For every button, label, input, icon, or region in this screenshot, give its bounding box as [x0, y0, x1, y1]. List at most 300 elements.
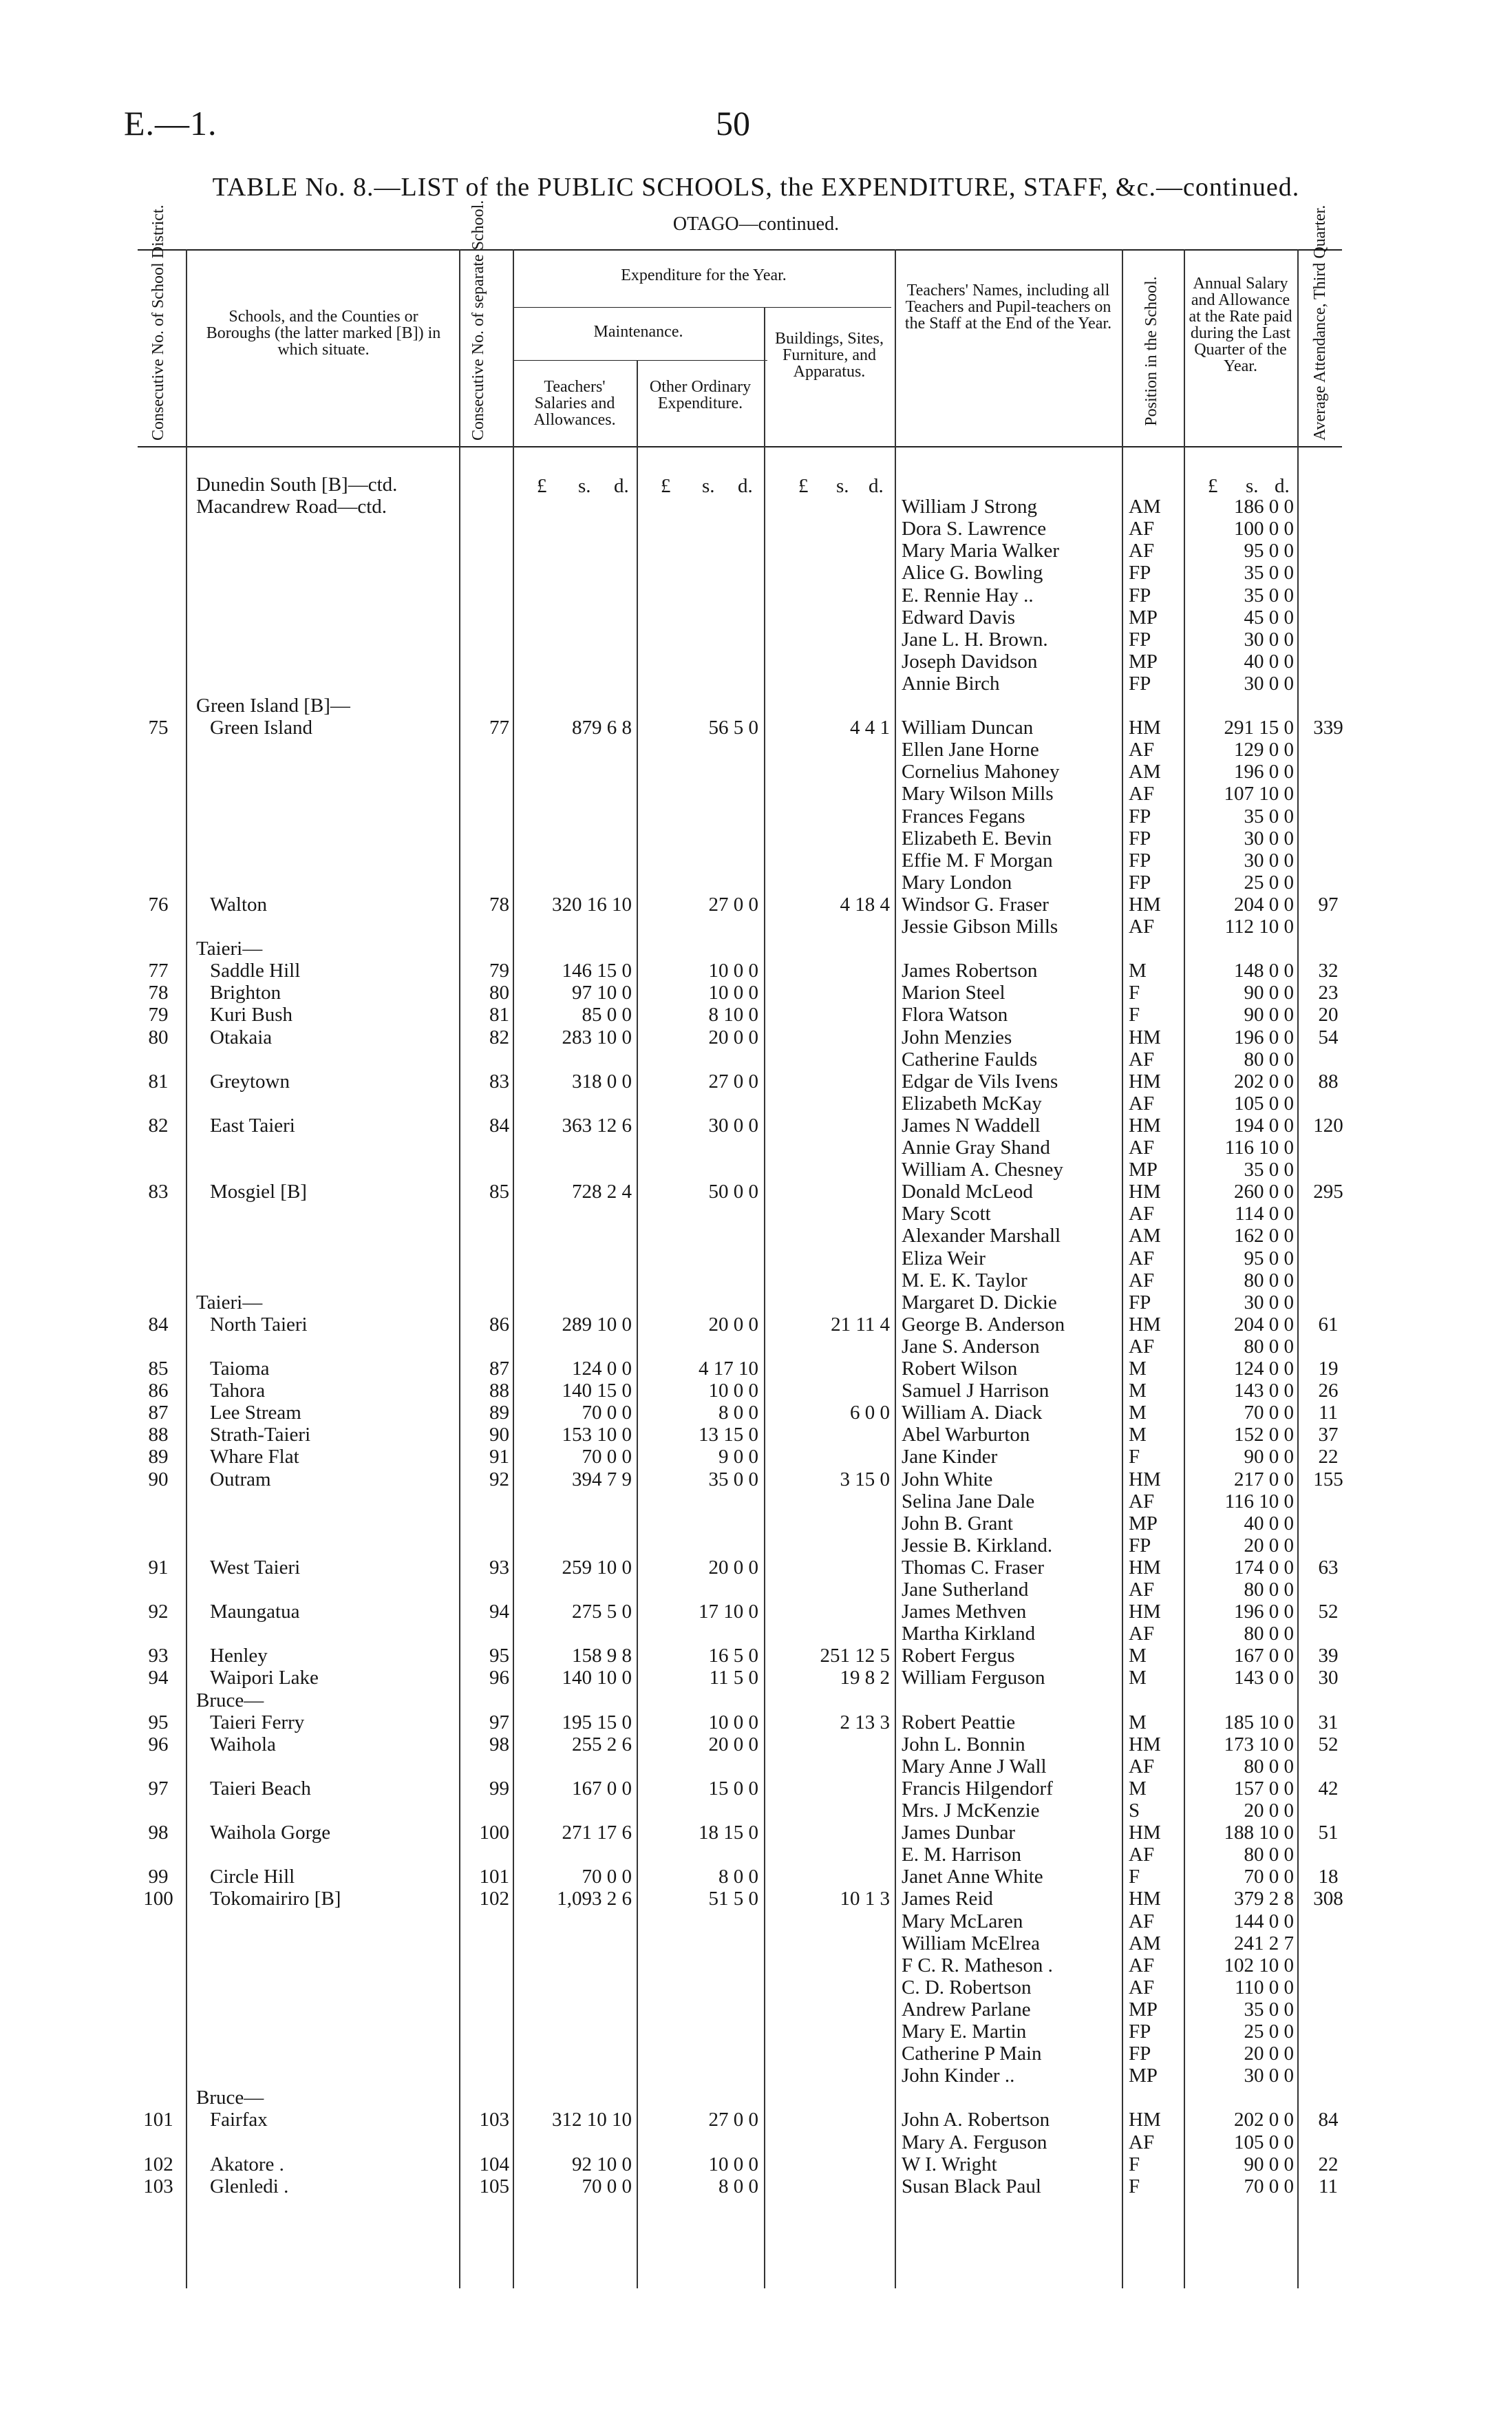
cell-position: AF — [1129, 1092, 1155, 1115]
cell-other-expenditure: 13 15 0 — [699, 1424, 758, 1446]
cell-salary: 143 0 0 — [1234, 1380, 1294, 1402]
col-rule-2 — [459, 249, 460, 2288]
cell-other-expenditure: 27 0 0 — [708, 893, 758, 916]
cell-other-expenditure: 10 0 0 — [708, 1380, 758, 1402]
cell-position: M — [1129, 1711, 1147, 1733]
cell-salary: 80 0 0 — [1244, 1269, 1294, 1291]
cell-salary: 35 0 0 — [1244, 584, 1294, 607]
table-subtitle: OTAGO—continued. — [672, 213, 840, 235]
cell-position: FP — [1129, 672, 1151, 695]
cell-salary: 124 0 0 — [1234, 1358, 1294, 1380]
cell-attendance: 19 — [1318, 1358, 1339, 1380]
cell-attendance: 52 — [1318, 1733, 1339, 1755]
cell-teachers-salaries: 195 15 0 — [562, 1711, 632, 1733]
cell-other-expenditure: 30 0 0 — [708, 1114, 758, 1137]
cell-attendance: 39 — [1318, 1645, 1339, 1667]
unit-sal-pound: £ — [1208, 475, 1218, 497]
cell-teachers-salaries: 289 10 0 — [562, 1313, 632, 1336]
cell-district-no: 95 — [148, 1711, 169, 1733]
unit-oe-shillings: s. — [702, 475, 715, 497]
cell-buildings: 6 0 0 — [850, 1402, 890, 1424]
cell-other-expenditure: 8 0 0 — [718, 1402, 758, 1424]
cell-teacher-name: James Robertson — [902, 960, 1038, 982]
cell-position: AM — [1129, 1932, 1161, 1954]
cell-attendance: 84 — [1318, 2109, 1339, 2131]
cell-attendance: 63 — [1318, 1556, 1339, 1579]
cell-teachers-salaries: 92 10 0 — [572, 2153, 632, 2175]
cell-teacher-name: Frances Fegans — [902, 805, 1025, 827]
cell-teacher-name: Donald McLeod — [902, 1181, 1033, 1203]
cell-teacher-name: Robert Wilson — [902, 1358, 1018, 1380]
cell-teachers-salaries: 271 17 6 — [562, 1822, 632, 1844]
cell-position: HM — [1129, 1468, 1161, 1490]
cell-teachers-salaries: 158 9 8 — [572, 1645, 632, 1667]
maintenance-rule — [513, 307, 891, 308]
cell-salary: 102 10 0 — [1224, 1954, 1294, 1976]
cell-position: F — [1129, 982, 1140, 1004]
cell-teachers-salaries: 728 2 4 — [572, 1181, 632, 1203]
cell-other-expenditure: 51 5 0 — [708, 1888, 758, 1910]
cell-teacher-name: Alice G. Bowling — [902, 562, 1043, 584]
cell-teacher-name: Elizabeth McKay — [902, 1092, 1042, 1115]
cell-district-no: 98 — [148, 1822, 169, 1844]
cell-other-expenditure: 50 0 0 — [708, 1181, 758, 1203]
cell-position: FP — [1129, 2043, 1151, 2065]
cell-attendance: 295 — [1313, 1181, 1343, 1203]
cell-attendance: 22 — [1318, 1446, 1339, 1468]
cell-district-no: 97 — [148, 1777, 169, 1800]
cell-salary: 202 0 0 — [1234, 2109, 1294, 2131]
cell-other-expenditure: 20 0 0 — [708, 1026, 758, 1048]
cell-position: F — [1129, 1446, 1140, 1468]
cell-school-name: Greytown — [210, 1070, 290, 1093]
cell-teacher-name: Joseph Davidson — [902, 650, 1038, 673]
cell-district-no: 84 — [148, 1313, 169, 1336]
cell-district-no: 99 — [148, 1866, 169, 1888]
cell-other-expenditure: 11 5 0 — [709, 1667, 758, 1689]
cell-attendance: 23 — [1318, 982, 1339, 1004]
cell-attendance: 61 — [1318, 1313, 1339, 1336]
cell-position: FP — [1129, 805, 1151, 827]
cell-school-name: Mosgiel [B] — [210, 1181, 307, 1203]
cell-district-no: 76 — [148, 893, 169, 916]
cell-teacher-name: Francis Hilgendorf — [902, 1777, 1053, 1800]
cell-district-no: 79 — [148, 1004, 169, 1026]
cell-school-no: 92 — [489, 1468, 509, 1490]
col-rule-1 — [186, 249, 187, 2288]
cell-position: HM — [1129, 717, 1161, 739]
cell-school-no: 87 — [489, 1358, 509, 1380]
cell-position: M — [1129, 960, 1147, 982]
cell-other-expenditure: 35 0 0 — [708, 1468, 758, 1490]
cell-district-no: 103 — [143, 2175, 173, 2197]
cell-school-no: 84 — [489, 1114, 509, 1137]
cell-position: F — [1129, 2175, 1140, 2197]
cell-school-name: Green Island — [210, 717, 312, 739]
cell-district-no: 82 — [148, 1114, 169, 1137]
cell-position: AF — [1129, 1910, 1155, 1932]
cell-teachers-salaries: 320 16 10 — [552, 893, 632, 916]
cell-teacher-name: F C. R. Matheson . — [902, 1954, 1053, 1976]
cell-teacher-name: Abel Warburton — [902, 1424, 1030, 1446]
cell-teacher-name: Robert Peattie — [902, 1711, 1016, 1733]
cell-salary: 204 0 0 — [1234, 1313, 1294, 1336]
cell-district-no: 91 — [148, 1556, 169, 1579]
cell-school-no: 98 — [489, 1733, 509, 1755]
cell-attendance: 88 — [1318, 1070, 1339, 1093]
cell-attendance: 26 — [1318, 1380, 1339, 1402]
col-rule-3 — [513, 249, 514, 2288]
cell-position: AF — [1129, 1579, 1155, 1601]
cell-teachers-salaries: 124 0 0 — [572, 1358, 632, 1380]
cell-school-name: Waihola Gorge — [210, 1822, 331, 1844]
cell-teacher-name: Annie Birch — [902, 672, 1000, 695]
cell-salary: 35 0 0 — [1244, 1159, 1294, 1181]
cell-attendance: 31 — [1318, 1711, 1339, 1733]
cell-attendance: 20 — [1318, 1004, 1339, 1026]
cell-teacher-name: Martha Kirkland — [902, 1623, 1036, 1645]
cell-school-name: Bruce— — [196, 2087, 264, 2109]
cell-position: AF — [1129, 1976, 1155, 1999]
cell-school-name: Taieri— — [196, 938, 263, 960]
cell-district-no: 75 — [148, 717, 169, 739]
cell-salary: 217 0 0 — [1234, 1468, 1294, 1490]
cell-school-name: Waipori Lake — [210, 1667, 319, 1689]
cell-teacher-name: Marion Steel — [902, 982, 1005, 1004]
cell-salary: 185 10 0 — [1224, 1711, 1294, 1733]
cell-attendance: 51 — [1318, 1822, 1339, 1844]
unit-bu-pence: d. — [869, 475, 884, 497]
cell-salary: 80 0 0 — [1244, 1048, 1294, 1071]
cell-school-no: 85 — [489, 1181, 509, 1203]
cell-school-name: North Taieri — [210, 1313, 308, 1336]
cell-school-name: Taieri Ferry — [210, 1711, 305, 1733]
cell-school-name: Macandrew Road—ctd. — [196, 496, 387, 518]
header-bottom-rule — [138, 446, 1342, 447]
cell-teacher-name: E. M. Harrison — [902, 1844, 1021, 1866]
cell-salary: 30 0 0 — [1244, 672, 1294, 695]
cell-other-expenditure: 18 15 0 — [699, 1822, 758, 1844]
cell-school-name: East Taieri — [210, 1114, 295, 1137]
cell-teacher-name: M. E. K. Taylor — [902, 1269, 1027, 1291]
cell-position: M — [1129, 1777, 1147, 1800]
cell-other-expenditure: 20 0 0 — [708, 1313, 758, 1336]
cell-position: AF — [1129, 1247, 1155, 1269]
cell-position: M — [1129, 1645, 1147, 1667]
cell-teachers-salaries: 70 0 0 — [582, 1402, 632, 1424]
cell-position: M — [1129, 1667, 1147, 1689]
cell-teacher-name: Mary E. Martin — [902, 2021, 1027, 2043]
cell-teachers-salaries: 70 0 0 — [582, 1866, 632, 1888]
cell-teachers-salaries: 97 10 0 — [572, 982, 632, 1004]
cell-teacher-name: James Dunbar — [902, 1822, 1016, 1844]
cell-position: F — [1129, 1004, 1140, 1026]
cell-attendance: 37 — [1318, 1424, 1339, 1446]
cell-teacher-name: John Menzies — [902, 1026, 1012, 1048]
cell-other-expenditure: 10 0 0 — [708, 2153, 758, 2175]
cell-teacher-name: Flora Watson — [902, 1004, 1008, 1026]
cell-teachers-salaries: 879 6 8 — [572, 717, 632, 739]
cell-teacher-name: William McElrea — [902, 1932, 1040, 1954]
cell-district-no: 94 — [148, 1667, 169, 1689]
cell-salary: 30 0 0 — [1244, 1291, 1294, 1314]
col-rule-8 — [1184, 249, 1185, 2288]
col-rule-7 — [1122, 249, 1123, 2288]
cell-salary: 188 10 0 — [1224, 1822, 1294, 1844]
cell-teacher-name: Selina Jane Dale — [902, 1490, 1035, 1512]
cell-buildings: 3 15 0 — [840, 1468, 890, 1490]
cell-teacher-name: Jane S. Anderson — [902, 1335, 1040, 1358]
cell-teacher-name: Mrs. J McKenzie — [902, 1800, 1040, 1822]
header-school-no: Consecutive No. of separate School. — [469, 200, 487, 441]
cell-position: FP — [1129, 849, 1151, 872]
cell-teacher-name: William A. Diack — [902, 1402, 1043, 1424]
cell-salary: 70 0 0 — [1244, 1866, 1294, 1888]
cell-teacher-name: Catherine P Main — [902, 2043, 1042, 2065]
cell-salary: 107 10 0 — [1224, 783, 1294, 805]
col-rule-9 — [1297, 249, 1299, 2288]
cell-teachers-salaries: 146 15 0 — [562, 960, 632, 982]
cell-attendance: 54 — [1318, 1026, 1339, 1048]
cell-attendance: 32 — [1318, 960, 1339, 982]
cell-attendance: 155 — [1313, 1468, 1343, 1490]
cell-attendance: 97 — [1318, 893, 1339, 916]
cell-school-no: 96 — [489, 1667, 509, 1689]
cell-attendance: 11 — [1319, 1402, 1338, 1424]
cell-position: M — [1129, 1380, 1147, 1402]
cell-teachers-salaries: 153 10 0 — [562, 1424, 632, 1446]
cell-salary: 40 0 0 — [1244, 1512, 1294, 1535]
cell-school-name: Taioma — [210, 1358, 270, 1380]
cell-position: AM — [1129, 496, 1161, 518]
cell-district-no: 102 — [143, 2153, 173, 2175]
cell-teacher-name: Cornelius Mahoney — [902, 761, 1060, 783]
cell-salary: 90 0 0 — [1244, 982, 1294, 1004]
cell-school-no: 88 — [489, 1380, 509, 1402]
cell-attendance: 22 — [1318, 2153, 1339, 2175]
cell-teachers-salaries: 70 0 0 — [582, 2175, 632, 2197]
cell-position: AF — [1129, 1490, 1155, 1512]
cell-teacher-name: Mary Wilson Mills — [902, 783, 1054, 805]
cell-salary: 157 0 0 — [1234, 1777, 1294, 1800]
cell-school-name: Whare Flat — [210, 1446, 299, 1468]
cell-teacher-name: Catherine Faulds — [902, 1048, 1038, 1071]
cell-district-no: 86 — [148, 1380, 169, 1402]
cell-school-no: 102 — [479, 1888, 509, 1910]
cell-school-name: Waihola — [210, 1733, 276, 1755]
cell-teacher-name: Janet Anne White — [902, 1866, 1043, 1888]
cell-district-no: 87 — [148, 1402, 169, 1424]
cell-salary: 162 0 0 — [1234, 1225, 1294, 1247]
cell-position: HM — [1129, 1181, 1161, 1203]
cell-salary: 144 0 0 — [1234, 1910, 1294, 1932]
cell-teacher-name: Mary McLaren — [902, 1910, 1023, 1932]
cell-salary: 143 0 0 — [1234, 1667, 1294, 1689]
col-rule-4 — [637, 360, 638, 2288]
cell-attendance: 11 — [1319, 2175, 1338, 2197]
cell-teacher-name: John B. Grant — [902, 1512, 1013, 1535]
cell-position: MP — [1129, 1512, 1158, 1535]
cell-salary: 20 0 0 — [1244, 1534, 1294, 1557]
cell-school-no: 100 — [479, 1822, 509, 1844]
cell-teacher-name: Mary Anne J Wall — [902, 1755, 1047, 1778]
cell-salary: 30 0 0 — [1244, 849, 1294, 872]
cell-district-no: 89 — [148, 1446, 169, 1468]
cell-teacher-name: Edgar de Vils Ivens — [902, 1070, 1058, 1093]
cell-teacher-name: William J Strong — [902, 496, 1037, 518]
cell-buildings: 21 11 4 — [831, 1313, 890, 1336]
cell-teacher-name: Mary Maria Walker — [902, 540, 1060, 562]
cell-position: AF — [1129, 1269, 1155, 1291]
cell-attendance: 18 — [1318, 1866, 1339, 1888]
cell-position: AF — [1129, 1954, 1155, 1976]
cell-salary: 35 0 0 — [1244, 562, 1294, 584]
cell-position: M — [1129, 1402, 1147, 1424]
cell-position: MP — [1129, 1998, 1158, 2021]
cell-position: HM — [1129, 1114, 1161, 1137]
cell-position: F — [1129, 2153, 1140, 2175]
cell-teacher-name: Samuel J Harrison — [902, 1380, 1050, 1402]
cell-salary: 100 0 0 — [1234, 518, 1294, 540]
cell-salary: 116 10 0 — [1224, 1490, 1294, 1512]
cell-salary: 291 15 0 — [1224, 717, 1294, 739]
cell-salary: 20 0 0 — [1244, 1800, 1294, 1822]
cell-school-no: 78 — [489, 893, 509, 916]
cell-other-expenditure: 10 0 0 — [708, 982, 758, 1004]
cell-school-no: 103 — [479, 2109, 509, 2131]
cell-teachers-salaries: 1,093 2 6 — [557, 1888, 632, 1910]
cell-buildings: 4 18 4 — [840, 893, 890, 916]
cell-district-no: 101 — [143, 2109, 173, 2131]
cell-school-no: 94 — [489, 1601, 509, 1623]
cell-salary: 25 0 0 — [1244, 2021, 1294, 2043]
cell-salary: 129 0 0 — [1234, 739, 1294, 761]
cell-position: MP — [1129, 606, 1158, 629]
cell-teachers-salaries: 394 7 9 — [572, 1468, 632, 1490]
unit-bu-pound: £ — [798, 475, 809, 497]
cell-other-expenditure: 8 10 0 — [708, 1004, 758, 1026]
cell-teacher-name: Thomas C. Fraser — [902, 1556, 1044, 1579]
cell-school-no: 101 — [479, 1866, 509, 1888]
cell-salary: 110 0 0 — [1235, 1976, 1294, 1999]
cell-attendance: 42 — [1318, 1777, 1339, 1800]
cell-position: S — [1129, 1800, 1140, 1822]
cell-teachers-salaries: 70 0 0 — [582, 1446, 632, 1468]
cell-position: HM — [1129, 2109, 1161, 2131]
cell-buildings: 2 13 3 — [840, 1711, 890, 1733]
cell-other-expenditure: 20 0 0 — [708, 1733, 758, 1755]
cell-other-expenditure: 17 10 0 — [699, 1601, 758, 1623]
page-number: 50 — [716, 104, 750, 143]
cell-school-no: 90 — [489, 1424, 509, 1446]
cell-school-name: Outram — [210, 1468, 271, 1490]
header-other-expenditure: Other Ordinary Expenditure. — [649, 378, 752, 412]
cell-school-name: Saddle Hill — [210, 960, 301, 982]
cell-position: HM — [1129, 1888, 1161, 1910]
page-header-code: E.—1. — [124, 104, 217, 143]
cell-salary: 90 0 0 — [1244, 2153, 1294, 2175]
cell-teacher-name: Annie Gray Shand — [902, 1137, 1050, 1159]
cell-salary: 30 0 0 — [1244, 2065, 1294, 2087]
cell-teacher-name: Elizabeth E. Bevin — [902, 827, 1052, 850]
cell-district-no: 85 — [148, 1358, 169, 1380]
cell-district-no: 88 — [148, 1424, 169, 1446]
cell-other-expenditure: 56 5 0 — [708, 717, 758, 739]
cell-other-expenditure: 8 0 0 — [718, 1866, 758, 1888]
cell-school-name: Strath-Taieri — [210, 1424, 311, 1446]
cell-school-name: Henley — [210, 1645, 268, 1667]
cell-teacher-name: Jessie Gibson Mills — [902, 916, 1058, 938]
cell-teacher-name: Alexander Marshall — [902, 1225, 1061, 1247]
cell-teacher-name: Ellen Jane Horne — [902, 739, 1039, 761]
cell-buildings: 10 1 3 — [840, 1888, 890, 1910]
maintenance-sub-rule — [513, 360, 767, 361]
cell-salary: 174 0 0 — [1234, 1556, 1294, 1579]
cell-teachers-salaries: 318 0 0 — [572, 1070, 632, 1093]
cell-position: FP — [1129, 562, 1151, 584]
cell-school-name: Tahora — [210, 1380, 266, 1402]
header-buildings: Buildings, Sites, Furniture, and Apparatus. — [774, 330, 884, 381]
cell-position: FP — [1129, 584, 1151, 607]
cell-salary: 204 0 0 — [1234, 893, 1294, 916]
col-rule-5 — [764, 307, 765, 2288]
cell-salary: 30 0 0 — [1244, 827, 1294, 850]
cell-salary: 196 0 0 — [1234, 1601, 1294, 1623]
cell-teacher-name: John L. Bonnin — [902, 1733, 1025, 1755]
cell-position: AM — [1129, 761, 1161, 783]
cell-school-no: 79 — [489, 960, 509, 982]
cell-salary: 260 0 0 — [1234, 1181, 1294, 1203]
cell-position: MP — [1129, 1159, 1158, 1181]
cell-salary: 196 0 0 — [1234, 761, 1294, 783]
cell-school-no: 95 — [489, 1645, 509, 1667]
cell-position: FP — [1129, 2021, 1151, 2043]
cell-position: FP — [1129, 628, 1151, 651]
cell-other-expenditure: 20 0 0 — [708, 1556, 758, 1579]
cell-school-name: Tokomairiro [B] — [210, 1888, 341, 1910]
cell-position: M — [1129, 1358, 1147, 1380]
cell-salary: 379 2 8 — [1234, 1888, 1294, 1910]
cell-teacher-name: Margaret D. Dickie — [902, 1291, 1057, 1314]
cell-teacher-name: Susan Black Paul — [902, 2175, 1041, 2197]
header-schools: Schools, and the Counties or Boroughs (the latter marked [B]) in which situate. — [206, 308, 441, 359]
cell-district-no: 90 — [148, 1468, 169, 1490]
cell-district-no: 92 — [148, 1601, 169, 1623]
table-top-rule — [138, 249, 1342, 251]
unit-bu-shillings: s. — [836, 475, 849, 497]
cell-position: AF — [1129, 1755, 1155, 1778]
cell-teacher-name: Edward Davis — [902, 606, 1016, 629]
cell-salary: 30 0 0 — [1244, 628, 1294, 651]
cell-teachers-salaries: 275 5 0 — [572, 1601, 632, 1623]
cell-district-no: 83 — [148, 1181, 169, 1203]
cell-teacher-name: Windsor G. Fraser — [902, 893, 1049, 916]
cell-salary: 241 2 7 — [1234, 1932, 1294, 1954]
cell-teacher-name: William Ferguson — [902, 1667, 1045, 1689]
cell-position: M — [1129, 1424, 1147, 1446]
cell-district-no: 77 — [148, 960, 169, 982]
cell-school-name: Dunedin South [B]—ctd. — [196, 474, 398, 496]
cell-school-name: Glenledi . — [210, 2175, 289, 2197]
cell-school-no: 93 — [489, 1556, 509, 1579]
cell-teacher-name: George B. Anderson — [902, 1313, 1065, 1336]
cell-teacher-name: Mary London — [902, 871, 1012, 894]
cell-salary: 90 0 0 — [1244, 1004, 1294, 1026]
cell-salary: 173 10 0 — [1224, 1733, 1294, 1755]
cell-position: AF — [1129, 1844, 1155, 1866]
cell-school-name: Circle Hill — [210, 1866, 295, 1888]
cell-other-expenditure: 10 0 0 — [708, 960, 758, 982]
